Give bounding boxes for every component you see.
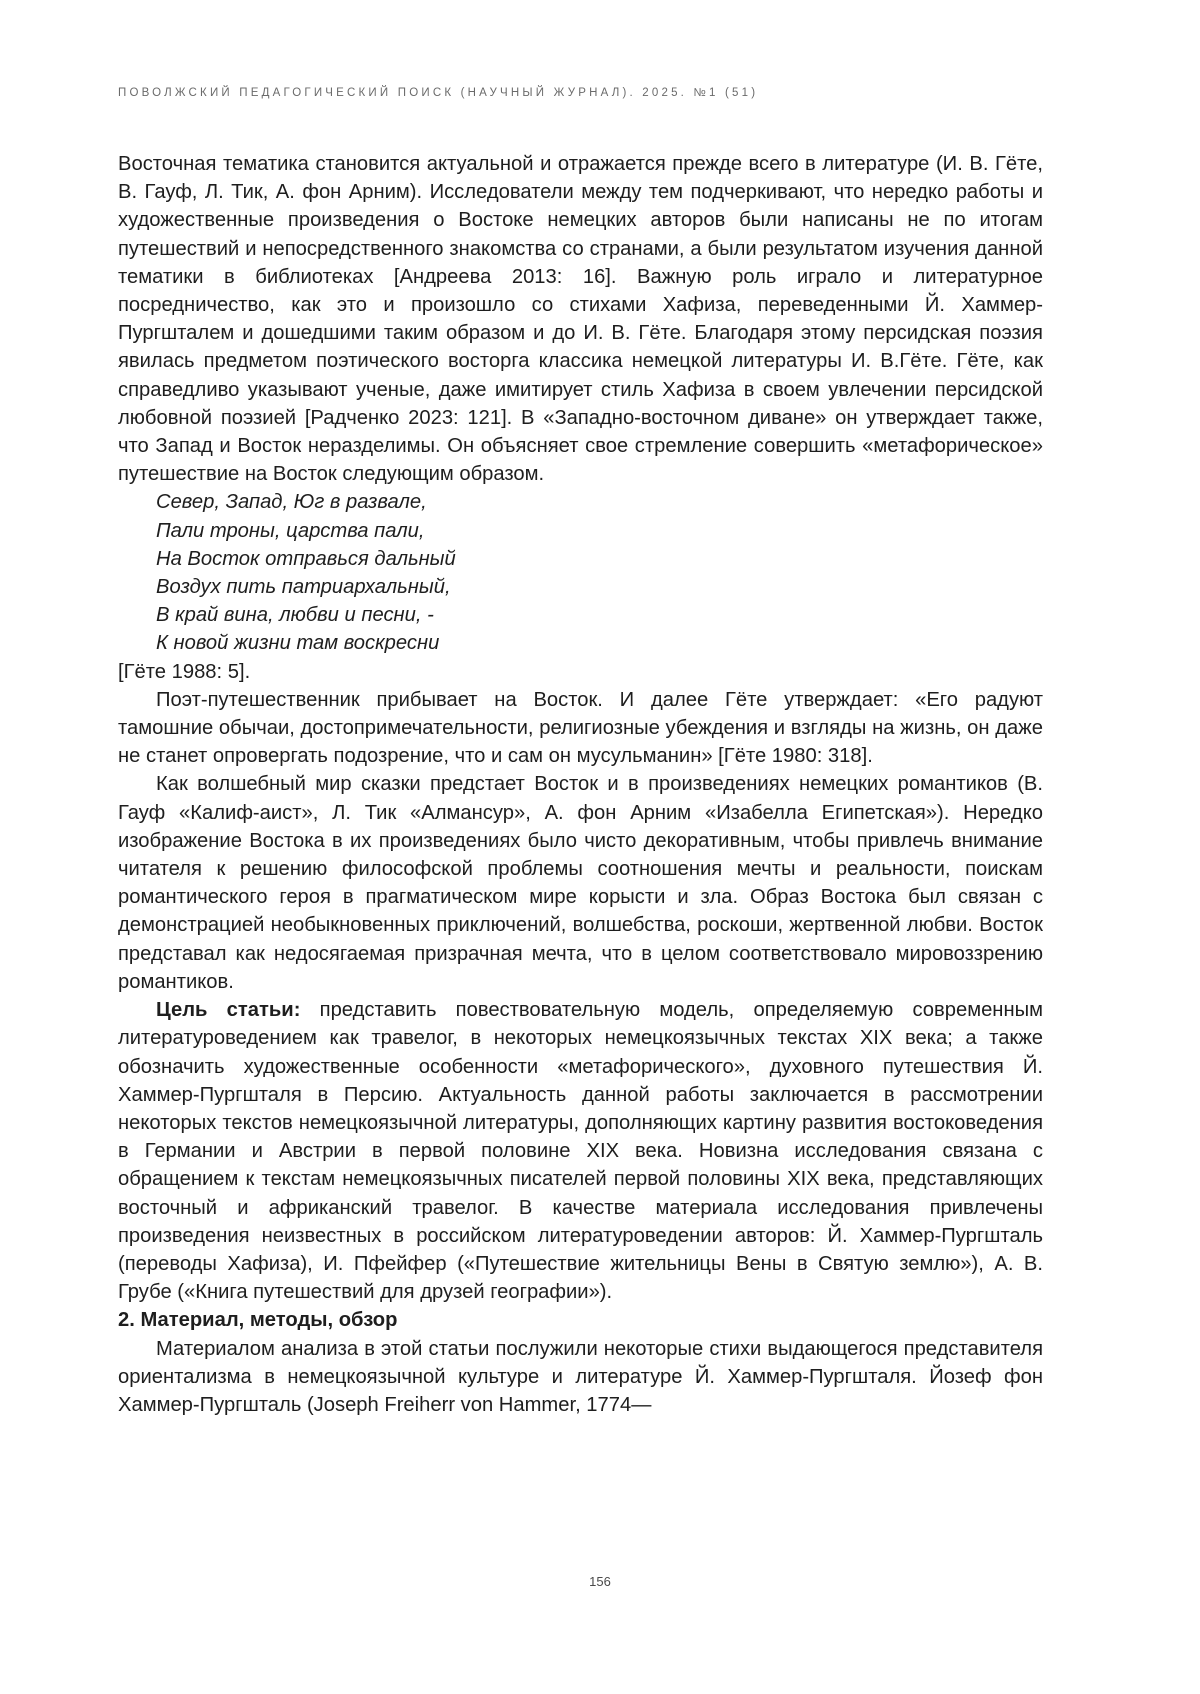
paragraph-east-theme: Восточная тематика становится актуальной и отражается прежде всего в литературе (И. В. Гёте, В. Гауф, Л. Тик, А. фон Арним). Исследователи между тем подчеркивают, что нередко работы и художественные произведения о Востоке немецких авторов были написаны не по итогам путешествий и непосредственного знакомства со странами, а были результатом изучения данной тематики в библиотеках [Андреева 2013: 16]. Важную роль играло и литературное посредничество, как это и произошло со стихами Хафиза, переведенными Й. Хаммер-Пургшталем и дошедшими таким образом и до И. В. Гёте. Благодаря этому персидская поэзия явилась предметом поэтического восторга классика немецкой литературы И. В.Гёте. Гёте, как справедливо указывают ученые, даже имитирует стиль Хафиза в своем увлечении персидской любовной поэзией [Радченко 2023: 121]. В «Западно-восточном диване» он утверждает также, что Запад и Восток неразделимы. Он объясняет свое стремление совершить «метафорическое» путешествие на Восток следующим образом. [118,153,1043,486]
verse-line: Пали троны, царства пали, [156,519,425,542]
verse-citation: [Гёте 1988: 5]. [118,660,251,683]
page-number: 156 [589,1574,611,1589]
verse-line: К новой жизни там воскресни [156,632,440,655]
goal-text: представить повествовательную модель, определяемую современным литературоведением как травелог, в некоторых немецкоязычных текстах XIX века; а также обозначить художественные особенности «метафорического», духовного путешествия Й. Хаммер-Пургшталя в Персию. Актуальность данной работы заключается в рассмотрении некоторых текстов немецкоязычной литературы, дополняющих картину развития востоковедения в Германии и Австрии в первой половине XIX века. Новизна исследования связана с обращением к текстам немецкоязычных писателей первой половины XIX века, представляющих восточный и африканский травелог. В качестве материала исследования привлечены произведения неизвестных в российском литературоведении авторов: Й. Хаммер-Пургшталь (переводы Хафиза), И. Пфейфер («Путешествие жительницы Вены в Святую землю»), А. В. Грубе («Книга путешествий для друзей географии»). [118,999,1043,1304]
verse-line: Север, Запад, Юг в развале, [156,491,427,514]
paragraph-article-goal [118,996,1043,1306]
goethe-verse [156,488,1043,657]
verse-line: На Восток отправься дальный [156,547,456,570]
paragraph-material: Материалом анализа в этой статьи послужили некоторые стихи выдающегося представителя ориентализма в немецкоязычной культуре и литературе Й. Хаммер-Пургшталя. Йозеф фон Хаммер-Пургшталь (Joseph Freiherr von Hammer, 1774— [118,1337,1043,1416]
verse-line: В край вина, любви и песни, - [156,604,434,627]
article-body [118,150,1043,1419]
running-header: ПОВОЛЖСКИЙ ПЕДАГОГИЧЕСКИЙ ПОИСК (НАУЧНЫЙ ЖУРНАЛ). 2025. №1 (51) [118,87,759,99]
verse-line: Воздух пить патриархальный, [156,576,451,599]
section-heading: 2. Материал, методы, обзор [118,1309,398,1332]
paragraph-poet-traveller: Поэт-путешественник прибывает на Восток. И далее Гёте утверждает: «Его радуют тамошние обычаи, достопримечательности, религиозные убеждения и взгляды на жизнь, он даже не станет опровергать подозрение, что и сам он мусульманин» [Гёте 1980: 318]. [118,688,1043,768]
goal-label: Цель статьи: [156,999,301,1022]
paragraph-romantics: Как волшебный мир сказки предстает Восток и в произведениях немецких романтиков (В. Гауф «Калиф-аист», Л. Тик «Алмансур», А. фон Арним «Изабелла Египетская»). Нередко изображение Востока в их произведениях было чисто декоративным, чтобы привлечь внимание читателя к решению философской проблемы соотношения мечты и реальности, поискам романтического героя в прагматическом мире корысти и зла. Образ Востока был связан с демонстрацией необыкновенных приключений, волшебства, роскоши, жертвенной любви. Восток представал как недосягаемая призрачная мечта, что в целом соответствовало мировоззрению романтиков. [118,773,1043,993]
